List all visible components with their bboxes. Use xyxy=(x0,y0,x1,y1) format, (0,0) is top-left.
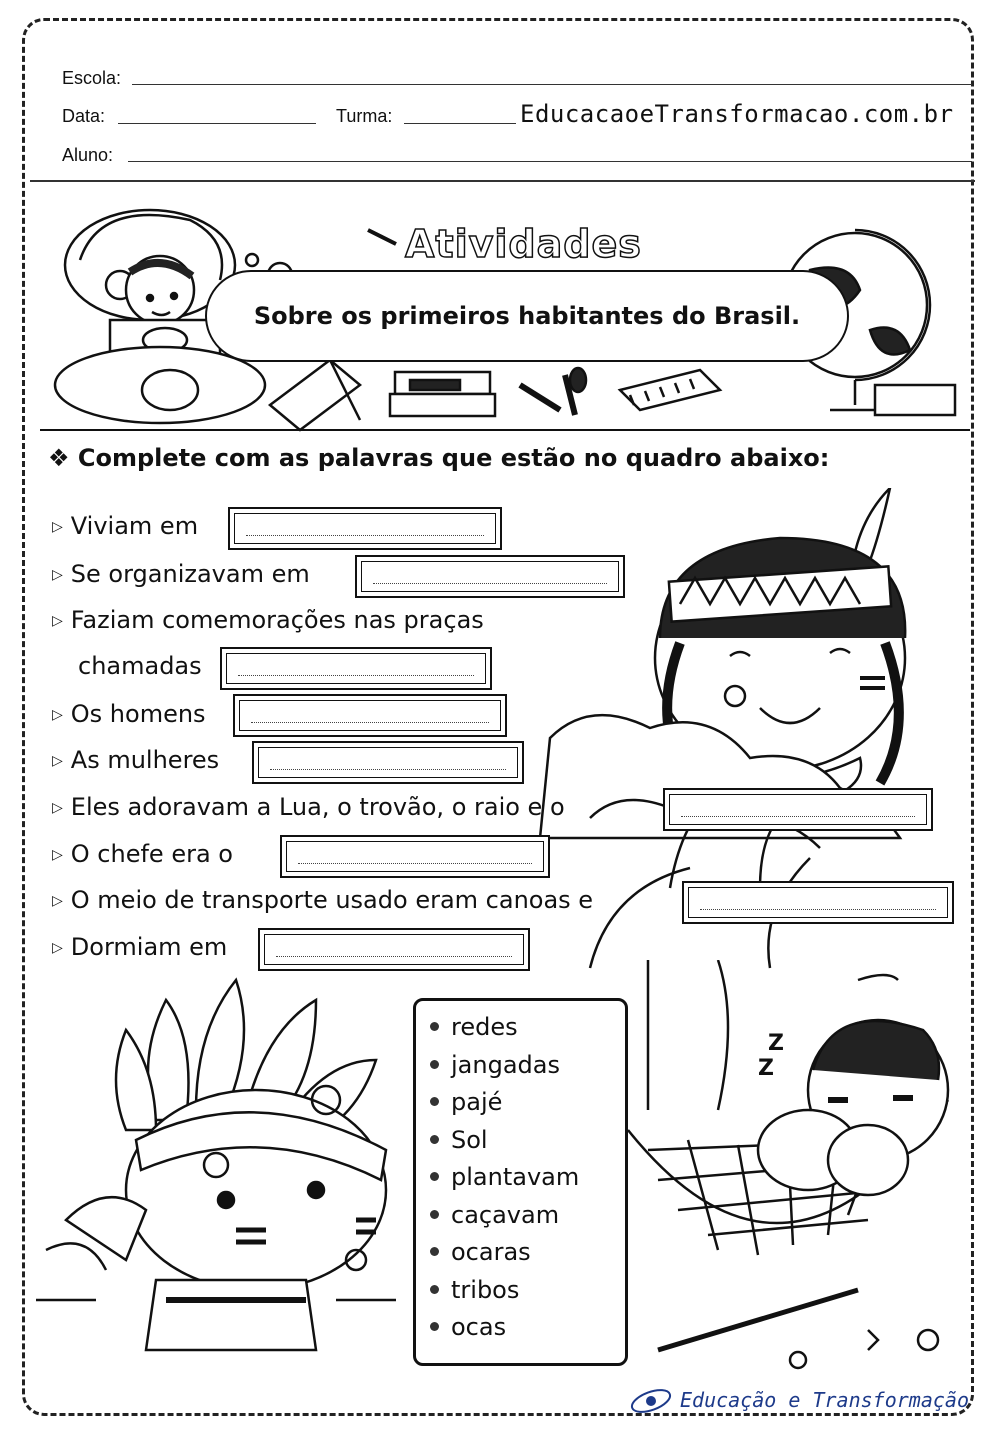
answer-box-2[interactable] xyxy=(355,555,625,598)
banner-title: Atividades xyxy=(405,222,642,266)
answer-box-1[interactable] xyxy=(228,507,502,550)
bullet-dot-icon xyxy=(430,1247,439,1256)
question-4 xyxy=(52,700,206,728)
word-bank-item xyxy=(430,1159,625,1197)
question-5 xyxy=(52,746,219,774)
question-1-text: Viviam em xyxy=(70,512,199,540)
triangle-bullet-icon: ▷ xyxy=(52,519,63,535)
diamond-bullet-icon: ❖ xyxy=(48,444,70,472)
instruction-text: Complete com as palavras que estão no quadro abaixo: xyxy=(77,444,830,472)
bullet-dot-icon xyxy=(430,1060,439,1069)
answer-box-8[interactable] xyxy=(682,881,954,924)
word-bank-item xyxy=(430,1047,625,1085)
school-label: Escola: xyxy=(62,68,122,88)
answer-box-5[interactable] xyxy=(252,741,524,784)
question-2-text: Se organizavam em xyxy=(70,560,310,588)
word-bank-item xyxy=(430,1122,625,1160)
word-bank-item xyxy=(430,1234,625,1272)
svg-text:Z: Z xyxy=(758,1056,774,1081)
word-bank-item-text: redes xyxy=(451,1013,518,1041)
word-bank-item-text: Sol xyxy=(451,1125,488,1154)
word-bank-item xyxy=(430,1309,625,1347)
question-7 xyxy=(52,840,233,868)
word-bank-item-text: plantavam xyxy=(451,1163,580,1191)
word-bank-item xyxy=(430,1084,625,1122)
question-3-text: Faziam comemorações nas praças xyxy=(70,606,484,634)
student-label: Aluno: xyxy=(62,145,114,165)
triangle-bullet-icon: ▷ xyxy=(52,940,63,956)
question-9-text: Dormiam em xyxy=(70,933,228,961)
word-bank-item-text: ocas xyxy=(451,1313,507,1341)
triangle-bullet-icon: ▷ xyxy=(52,800,63,816)
word-bank-item xyxy=(430,1272,625,1310)
indigenous-boy-illustration xyxy=(36,970,416,1370)
school-field[interactable] xyxy=(132,84,972,85)
bullet-dot-icon xyxy=(430,1097,439,1106)
banner-cloud xyxy=(205,270,849,362)
question-3-continued-text: chamadas xyxy=(78,652,202,680)
banner-subtitle: Sobre os primeiros habitantes do Brasil. xyxy=(253,302,801,330)
header-divider xyxy=(30,180,975,182)
bullet-dot-icon xyxy=(430,1285,439,1294)
answer-box-9[interactable] xyxy=(258,928,530,971)
question-6 xyxy=(52,793,565,821)
question-3 xyxy=(52,606,484,634)
question-9 xyxy=(52,933,227,961)
word-bank-item-text: pajé xyxy=(451,1088,503,1116)
question-8-text: O meio de transporte usado eram canoas e xyxy=(70,886,594,914)
instruction xyxy=(48,444,829,472)
triangle-bullet-icon: ▷ xyxy=(52,893,63,909)
brand-logo-icon xyxy=(628,1384,674,1418)
question-8 xyxy=(52,886,593,914)
question-2 xyxy=(52,560,310,588)
website-text: EducacaoeTransformacao.com.br xyxy=(520,100,954,128)
question-1 xyxy=(52,512,198,540)
triangle-bullet-icon: ▷ xyxy=(52,753,63,769)
word-bank-item-text: ocaras xyxy=(451,1238,531,1266)
date-label: Data: xyxy=(62,106,106,126)
bullet-dot-icon xyxy=(430,1022,439,1031)
footer-brand: Educação e Transformação xyxy=(680,1388,969,1412)
question-5-text: As mulheres xyxy=(70,746,220,774)
question-6-text: Eles adoravam a Lua, o trovão, o raio e o xyxy=(70,793,565,821)
bullet-dot-icon xyxy=(430,1135,439,1144)
triangle-bullet-icon: ▷ xyxy=(52,707,63,723)
answer-box-7[interactable] xyxy=(280,835,550,878)
question-7-text: O chefe era o xyxy=(70,840,233,868)
word-bank xyxy=(413,998,628,1366)
question-4-text: Os homens xyxy=(70,700,206,728)
svg-text:Z: Z xyxy=(768,1031,784,1056)
question-3-continued xyxy=(78,652,202,680)
word-bank-item-text: tribos xyxy=(451,1275,520,1304)
answer-box-4[interactable] xyxy=(233,694,507,737)
bullet-dot-icon xyxy=(430,1172,439,1181)
triangle-bullet-icon: ▷ xyxy=(52,613,63,629)
bullet-dot-icon xyxy=(430,1210,439,1219)
word-bank-item-text: caçavam xyxy=(451,1200,560,1229)
word-bank-item xyxy=(430,1009,625,1047)
word-bank-item xyxy=(430,1197,625,1235)
class-field[interactable] xyxy=(404,123,516,124)
answer-box-6[interactable] xyxy=(663,788,933,831)
bullet-dot-icon xyxy=(430,1322,439,1331)
student-field[interactable] xyxy=(128,161,972,162)
hammock-child-illustration xyxy=(628,960,968,1380)
answer-box-3[interactable] xyxy=(220,647,492,690)
date-field[interactable] xyxy=(118,123,316,124)
triangle-bullet-icon: ▷ xyxy=(52,567,63,583)
class-label: Turma: xyxy=(336,106,393,126)
word-bank-item-text: jangadas xyxy=(451,1050,560,1079)
triangle-bullet-icon: ▷ xyxy=(52,847,63,863)
